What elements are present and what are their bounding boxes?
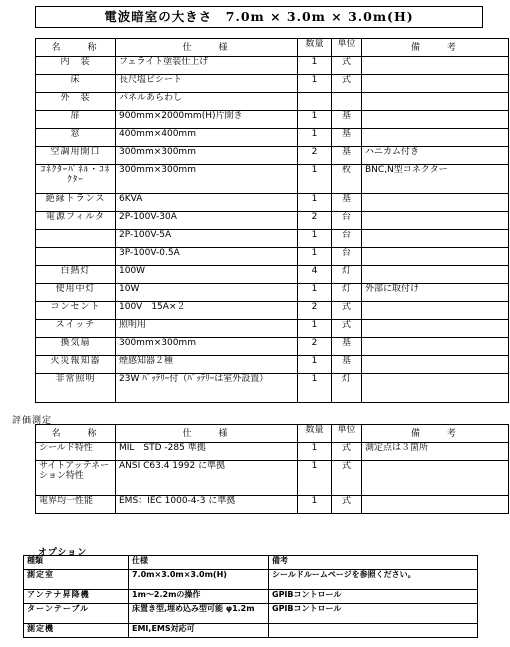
row-note: BNC,N型コネクター (362, 165, 509, 194)
table-row (36, 338, 509, 356)
row-name: 窓 (36, 129, 116, 147)
row-qty: 1 (298, 248, 332, 266)
row-qty: 2 (298, 338, 332, 356)
row-name: 電源フィルタ (36, 212, 116, 230)
option-header-note: 備考 (269, 556, 478, 570)
row-note (362, 57, 509, 75)
row-unit: 枚 (332, 165, 362, 194)
table-row (36, 320, 509, 338)
option-header-type: 種類 (24, 556, 129, 570)
row-unit: 式 (332, 302, 362, 320)
option-row (24, 570, 478, 590)
header-qty: 数量 (298, 39, 332, 57)
eval-row-qty: 1 (298, 443, 332, 461)
row-unit: 台 (332, 212, 362, 230)
row-name: 火災報知器 (36, 356, 116, 374)
row-qty: 1 (298, 194, 332, 212)
eval-row-unit: 式 (332, 443, 362, 461)
row-unit: 基 (332, 194, 362, 212)
row-unit: 基 (332, 356, 362, 374)
table-row (36, 284, 509, 302)
row-name: 外 装 (36, 93, 116, 111)
row-unit (332, 93, 362, 111)
option-row-note (269, 624, 478, 638)
row-note (362, 129, 509, 147)
table-row (36, 194, 509, 212)
row-name (36, 248, 116, 266)
header-note: 備 考 (362, 39, 509, 57)
eval-row-note (362, 461, 509, 496)
eval-header-spec: 仕 様 (116, 425, 298, 443)
eval-row-unit: 式 (332, 496, 362, 514)
row-spec: 300mm×300mm (116, 338, 298, 356)
row-spec: 300mm×300mm (116, 147, 298, 165)
option-row-name: ターンテーブル (24, 604, 129, 624)
table-header-row (36, 39, 509, 57)
option-header-row (24, 556, 478, 570)
row-unit: 式 (332, 320, 362, 338)
row-spec: フェライト塗装仕上げ (116, 57, 298, 75)
eval-row (36, 443, 509, 461)
eval-row (36, 496, 509, 514)
table-row (36, 75, 509, 93)
row-spec: 300mm×300mm (116, 165, 298, 194)
row-name: 床 (36, 75, 116, 93)
row-spec: 照明用 (116, 320, 298, 338)
eval-header-unit: 単位 (332, 425, 362, 443)
row-name: コンセント (36, 302, 116, 320)
option-row-note: GPIBコントロール (269, 604, 478, 624)
eval-row-name: 電界均一性能 (36, 496, 116, 514)
row-note (362, 93, 509, 111)
row-spec: 2P-100V-5A (116, 230, 298, 248)
table-row (36, 356, 509, 374)
row-spec: 6KVA (116, 194, 298, 212)
option-row-name: 測定機 (24, 624, 129, 638)
row-qty (298, 93, 332, 111)
row-unit: 台 (332, 248, 362, 266)
table-row (36, 165, 509, 194)
eval-section-label: 評価測定 (12, 416, 53, 426)
eval-row-spec: ANSI C63.4 1992 に準拠 (116, 461, 298, 496)
option-header-spec: 仕様 (129, 556, 269, 570)
row-qty: 1 (298, 374, 332, 403)
row-note (362, 320, 509, 338)
row-spec: 900mm×2000mm(H)片開き (116, 111, 298, 129)
row-name: 内 装 (36, 57, 116, 75)
eval-row-note (362, 496, 509, 514)
evaluation-table (35, 424, 509, 514)
option-row-name: アンテナ昇降機 (24, 590, 129, 604)
row-qty: 1 (298, 356, 332, 374)
specification-table (35, 38, 509, 403)
option-row-spec: 7.0m×3.0m×3.0m(H) (129, 570, 269, 590)
eval-row-name: サイトアッテネーション特性 (36, 461, 116, 496)
row-spec: 長尺塩ビシート (116, 75, 298, 93)
row-spec: 10W (116, 284, 298, 302)
header-name: 名 称 (36, 39, 116, 57)
eval-row-name: シールド特性 (36, 443, 116, 461)
row-qty: 4 (298, 266, 332, 284)
row-note (362, 111, 509, 129)
table-row (36, 93, 509, 111)
row-note (362, 302, 509, 320)
row-name: 非常照明 (36, 374, 116, 403)
table-row (36, 111, 509, 129)
option-row-note: GPIBコントロール (269, 590, 478, 604)
row-note (362, 338, 509, 356)
eval-row-unit: 式 (332, 461, 362, 496)
table-row (36, 374, 509, 403)
table-row (36, 266, 509, 284)
option-row (24, 624, 478, 638)
row-spec: 23W ﾊﾞｯﾃﾘｰ付（ﾊﾞｯﾃﾘｰは室外設置） (116, 374, 298, 403)
row-qty: 2 (298, 147, 332, 165)
row-qty: 1 (298, 57, 332, 75)
eval-header-name: 名 称 (36, 425, 116, 443)
row-name: 空調用開口 (36, 147, 116, 165)
page-title: 電波暗室の大きさ 7.0m × 3.0m × 3.0m(H) (35, 6, 483, 28)
row-qty: 1 (298, 284, 332, 302)
table-row (36, 57, 509, 75)
eval-row-qty: 1 (298, 461, 332, 496)
row-note (362, 194, 509, 212)
row-qty: 1 (298, 111, 332, 129)
row-qty: 2 (298, 212, 332, 230)
row-unit: 台 (332, 230, 362, 248)
eval-header-row (36, 425, 509, 443)
row-name: ｺﾈｸﾀｰﾊﾟﾈﾙ・ｺﾈｸﾀｰ (36, 165, 116, 194)
row-name: 使用中灯 (36, 284, 116, 302)
row-name: 扉 (36, 111, 116, 129)
option-row (24, 604, 478, 624)
eval-header-note: 備 考 (362, 425, 509, 443)
eval-row (36, 461, 509, 496)
row-qty: 1 (298, 230, 332, 248)
row-spec: 2P-100V-30A (116, 212, 298, 230)
row-unit: 灯 (332, 284, 362, 302)
row-spec: 3P-100V-0.5A (116, 248, 298, 266)
row-qty: 1 (298, 129, 332, 147)
row-name: 絶縁トランス (36, 194, 116, 212)
row-spec: 100W (116, 266, 298, 284)
row-note (362, 230, 509, 248)
row-unit: 基 (332, 338, 362, 356)
row-spec: パネルあらわし (116, 93, 298, 111)
row-note (362, 212, 509, 230)
eval-row-qty: 1 (298, 496, 332, 514)
row-note (362, 266, 509, 284)
row-spec: 400mm×400mm (116, 129, 298, 147)
row-name: 換気扇 (36, 338, 116, 356)
row-unit: 基 (332, 147, 362, 165)
row-unit: 式 (332, 75, 362, 93)
row-unit: 灯 (332, 266, 362, 284)
row-note (362, 248, 509, 266)
row-note (362, 356, 509, 374)
row-unit: 式 (332, 57, 362, 75)
option-row-note: シールドルームページを参照ください。 (269, 570, 478, 590)
eval-row-note: 測定点は３箇所 (362, 443, 509, 461)
row-qty: 1 (298, 320, 332, 338)
row-note: 外部に取付け (362, 284, 509, 302)
option-row (24, 590, 478, 604)
eval-row-spec: EMS：IEC 1000-4-3 に準拠 (116, 496, 298, 514)
row-name: スイッチ (36, 320, 116, 338)
row-note (362, 75, 509, 93)
table-row (36, 302, 509, 320)
row-qty: 1 (298, 75, 332, 93)
option-row-spec: EMI,EMS対応可 (129, 624, 269, 638)
row-qty: 2 (298, 302, 332, 320)
row-unit: 灯 (332, 374, 362, 403)
row-spec: 煙感知器２種 (116, 356, 298, 374)
row-spec: 100V 15A×２ (116, 302, 298, 320)
option-section-label: オプション (38, 548, 88, 558)
row-qty: 1 (298, 165, 332, 194)
row-unit: 基 (332, 129, 362, 147)
row-note (362, 374, 509, 403)
eval-header-qty: 数量 (298, 425, 332, 443)
option-row-spec: 床置き型,埋め込み型可能 φ1.2m (129, 604, 269, 624)
row-unit: 基 (332, 111, 362, 129)
table-row (36, 147, 509, 165)
option-table (23, 555, 478, 638)
row-name (36, 230, 116, 248)
table-row (36, 129, 509, 147)
header-spec: 仕 様 (116, 39, 298, 57)
header-unit: 単位 (332, 39, 362, 57)
row-note: ハニカム付き (362, 147, 509, 165)
table-row (36, 248, 509, 266)
table-row (36, 230, 509, 248)
eval-row-spec: MIL STD -285 準拠 (116, 443, 298, 461)
row-name: 白熱灯 (36, 266, 116, 284)
option-row-name: 測定室 (24, 570, 129, 590)
table-row (36, 212, 509, 230)
option-row-spec: 1m〜2.2mの操作 (129, 590, 269, 604)
